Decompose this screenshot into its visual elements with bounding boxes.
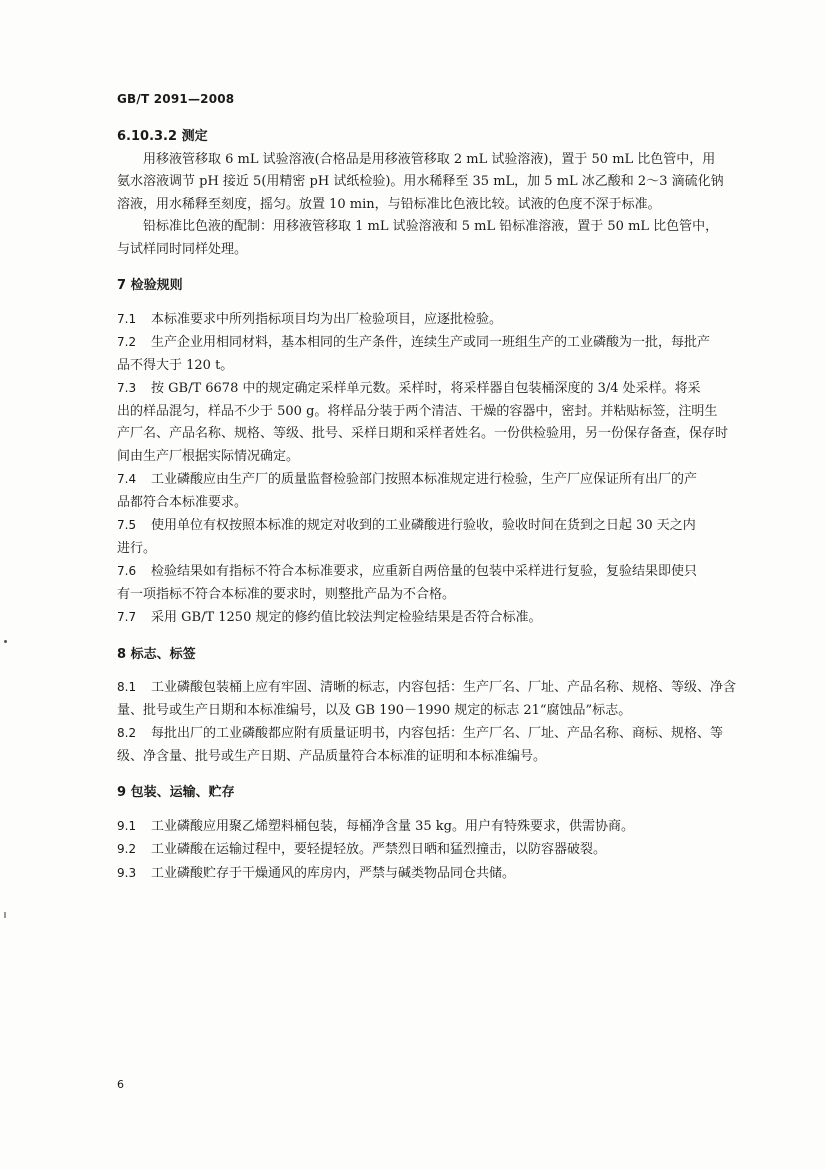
standard-code: GB/T 2091—2008 [117, 92, 235, 106]
clause-7-6 [117, 560, 757, 606]
clause-text: 工业磷酸贮存于干燥通风的库房内，严禁与碱类物品同仓共储。 [151, 865, 516, 881]
clause-text: 工业磷酸包装桶上应有牢固、清晰的标志，内容包括：生产厂名、厂址、产品名称、规格、等级、净含 [151, 680, 737, 695]
clause-number: 7.1 [117, 311, 137, 326]
text-line: 用移液管移取 6 mL 试验溶液(合格品是用移液管移取 2 mL 试验溶液)，置于 50 mL 比色管中，用 [143, 151, 716, 167]
section-heading: 8 标志、标签 [117, 646, 196, 662]
paragraph [117, 216, 757, 261]
scan-artifact [4, 912, 6, 918]
subsection-heading: 6.10.3.2 测定 [117, 129, 208, 144]
clause-text: 工业磷酸应用聚乙烯塑料桶包装，每桶净含量 35 kg。用户有特殊要求，供需协商。 [151, 818, 635, 834]
clause-number: 7.6 [117, 564, 137, 578]
document-body [117, 126, 757, 885]
clause-text: 品都符合本标准要求。 [117, 494, 248, 510]
clause-text: 有一项指标不符合本标准的要求时，则整批产品为不合格。 [117, 586, 456, 602]
clause-7-2 [117, 331, 757, 377]
clause-text: 级、净含量、批号或生产日期、产品质量符合本标准的证明和本标准编号。 [117, 748, 547, 764]
clause-8-2 [117, 722, 757, 768]
section-heading: 9 包装、运输、贮存 [117, 785, 235, 800]
page-number: 6 [117, 1078, 124, 1091]
clause-7-1 [117, 308, 757, 332]
clause-number: 7.7 [117, 610, 137, 624]
clause-7-3 [117, 377, 757, 468]
text-line: 与试样同时同样处理。 [117, 241, 248, 257]
clause-text: 量、批号或生产日期和本标准编号，以及 GB 190－1990 规定的标志 21“腐蚀品”标志。 [117, 702, 632, 718]
clause-number: 9.3 [117, 865, 137, 880]
clause-text: 间由生产厂根据实际情况确定。 [117, 448, 300, 464]
text-line: 氨水溶液调节 pH 接近 5(用精密 pH 试纸检验)。用水稀释至 35 mL，加 5 mL 冰乙酸和 2～3 滴硫化钠 [117, 174, 724, 189]
clause-number: 7.2 [117, 335, 137, 349]
clause-text: 品不得大于 120 t。 [117, 357, 234, 373]
clause-9-3 [117, 862, 757, 886]
clause-7-4 [117, 468, 757, 514]
paragraph [117, 149, 757, 217]
clause-text: 进行。 [117, 540, 157, 556]
clause-number: 9.1 [117, 818, 137, 833]
clause-7-5 [117, 514, 757, 560]
section-heading: 7 检验规则 [117, 278, 183, 293]
clause-text: 使用单位有权按照本标准的规定对收到的工业磷酸进行验收，验收时间在货到之日起 30 天之内 [151, 518, 696, 533]
clause-text: 每批出厂的工业磷酸都应附有质量证明书，内容包括：生产厂名、厂址、产品名称、商标、规格、等 [151, 726, 724, 741]
clause-number: 7.4 [117, 472, 137, 486]
clause-text: 采用 GB/T 1250 规定的修约值比较法判定检验结果是否符合标准。 [151, 610, 542, 625]
clause-text: 工业磷酸在运输过程中，要轻提轻放。严禁烈日晒和猛烈撞击，以防容器破裂。 [151, 842, 607, 857]
clause-7-7 [117, 606, 757, 630]
clause-number: 9.2 [117, 842, 137, 856]
clause-number: 8.2 [117, 726, 137, 740]
text-line: 溶液，用水稀释至刻度，摇匀。放置 10 min，与铅标准比色液比较。试液的色度不深于标准。 [117, 196, 661, 212]
scan-artifact [4, 640, 7, 643]
text-line: 铅标准比色液的配制：用移液管移取 1 mL 试验溶液和 5 mL 铅标准溶液，置于 50 mL 比色管中， [143, 219, 719, 234]
clause-text: 工业磷酸应由生产厂的质量监督检验部门按照本标准规定进行检验，生产厂应保证所有出厂的产 [151, 472, 698, 487]
clause-9-1 [117, 815, 757, 839]
clause-text: 本标准要求中所列指标项目均为出厂检验项目，应逐批检验。 [151, 311, 503, 327]
clause-text: 出的样品混匀，样品不少于 500 g。将样品分装于两个清洁、干燥的容器中，密封。并粘贴标签，注明生 [117, 403, 718, 419]
clause-number: 7.5 [117, 518, 137, 532]
clause-text: 生产企业用相同材料，基本相同的生产条件，连续生产或同一班组生产的工业磷酸为一批，每批产 [151, 335, 711, 350]
clause-text: 产厂名、产品名称、规格、等级、批号、采样日期和采样者姓名。一份供检验用，另一份保存备查，保存时 [117, 426, 729, 441]
clause-number: 7.3 [117, 381, 137, 395]
clause-text: 按 GB/T 6678 中的规定确定采样单元数。采样时，将采样器自包装桶深度的 3/4 处采样。将采 [151, 381, 701, 396]
clause-number: 8.1 [117, 680, 137, 694]
clause-8-1 [117, 676, 757, 722]
clause-9-2 [117, 838, 757, 862]
clause-text: 检验结果如有指标不符合本标准要求，应重新自两倍量的包装中采样进行复验，复验结果即使只 [151, 564, 698, 579]
